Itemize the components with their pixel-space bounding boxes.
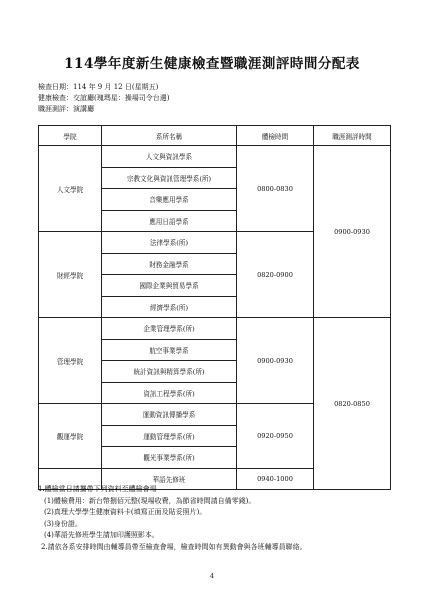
department-cell: 國際企業與貿易學系 bbox=[102, 275, 237, 297]
career-time-cell: 0900-0930 bbox=[314, 146, 391, 318]
college-cell: 財經學院 bbox=[39, 232, 102, 318]
college-cell: 人文學院 bbox=[39, 146, 102, 232]
document-title: 114學年度新生健康檢查暨職涯測評時間分配表 bbox=[64, 56, 360, 72]
note-item: 1.體檢當日請攜帶下列資料至體檢會場 bbox=[38, 485, 157, 493]
department-cell: 運動資訊傳播學系 bbox=[102, 404, 237, 426]
department-cell: 觀光事業學系(所) bbox=[102, 447, 237, 469]
note-item: (2)真理大學學生健康資料卡(填寫正面及貼妥照片)。 bbox=[44, 508, 207, 516]
notes-block bbox=[38, 484, 307, 553]
table-header-row bbox=[39, 126, 391, 146]
note-item: (1)體檢費用：新台幣捌佰元整(現場收費，為節省時間請自備零錢)。 bbox=[44, 496, 256, 505]
exam-date: 檢查日期：114 年 9 月 12 日(星期五) bbox=[38, 83, 159, 91]
department-cell: 應用日語學系 bbox=[102, 210, 237, 232]
department-cell: 華語先修班 bbox=[102, 468, 237, 490]
department-cell: 人文與資訊學系 bbox=[102, 146, 237, 168]
health-check-venue: 健康檢查：交誼廳(瑰瑪星：操場司令台邊) bbox=[38, 94, 170, 102]
department-cell: 法律學系(所) bbox=[102, 232, 237, 254]
college-cell: 管理學院 bbox=[39, 318, 102, 404]
career-test-venue: 職涯測評：演講廳 bbox=[38, 105, 94, 113]
department-cell: 音樂應用學系 bbox=[102, 189, 237, 211]
note-item: (3)身份證。 bbox=[44, 519, 82, 528]
header-department: 系所名稱 bbox=[102, 126, 237, 146]
exam-time-cell: 0940-1000 bbox=[237, 468, 314, 490]
page-number: 4 bbox=[209, 572, 215, 580]
table-row bbox=[39, 318, 391, 340]
table-row bbox=[39, 146, 391, 168]
department-cell: 航空事業學系 bbox=[102, 339, 237, 361]
schedule-table bbox=[38, 125, 391, 490]
exam-time-cell: 0900-0930 bbox=[237, 318, 314, 404]
header-exam-time: 體檢時間 bbox=[237, 126, 314, 146]
exam-time-cell: 0820-0900 bbox=[237, 232, 314, 318]
department-cell: 資訊工程學系(所) bbox=[102, 382, 237, 404]
department-cell: 經濟學系(所) bbox=[102, 296, 237, 318]
exam-time-cell: 0800-0830 bbox=[237, 146, 314, 232]
info-block bbox=[38, 82, 169, 115]
department-cell: 運動管理學系(所) bbox=[102, 425, 237, 447]
department-cell: 宗教文化與資訊管理學系(所) bbox=[102, 167, 237, 189]
department-cell: 財務金融學系 bbox=[102, 253, 237, 275]
department-cell: 統計資訊與精算學系(所) bbox=[102, 361, 237, 383]
header-college: 學院 bbox=[39, 126, 102, 146]
career-time-cell: 0820-0850 bbox=[314, 318, 391, 490]
note-item: 2.請依各系安排時間由輔導員帶至檢查會場，檢查時間如有異動會與各班輔導員聯絡。 bbox=[41, 542, 307, 551]
header-career-time: 職涯測評時間 bbox=[314, 126, 391, 146]
college-cell: 觀運學院 bbox=[39, 404, 102, 469]
exam-time-cell: 0920-0950 bbox=[237, 404, 314, 469]
department-cell: 企業管理學系(所) bbox=[102, 318, 237, 340]
note-item: (4)華語先修班學生請加印護照影本。 bbox=[44, 531, 159, 539]
